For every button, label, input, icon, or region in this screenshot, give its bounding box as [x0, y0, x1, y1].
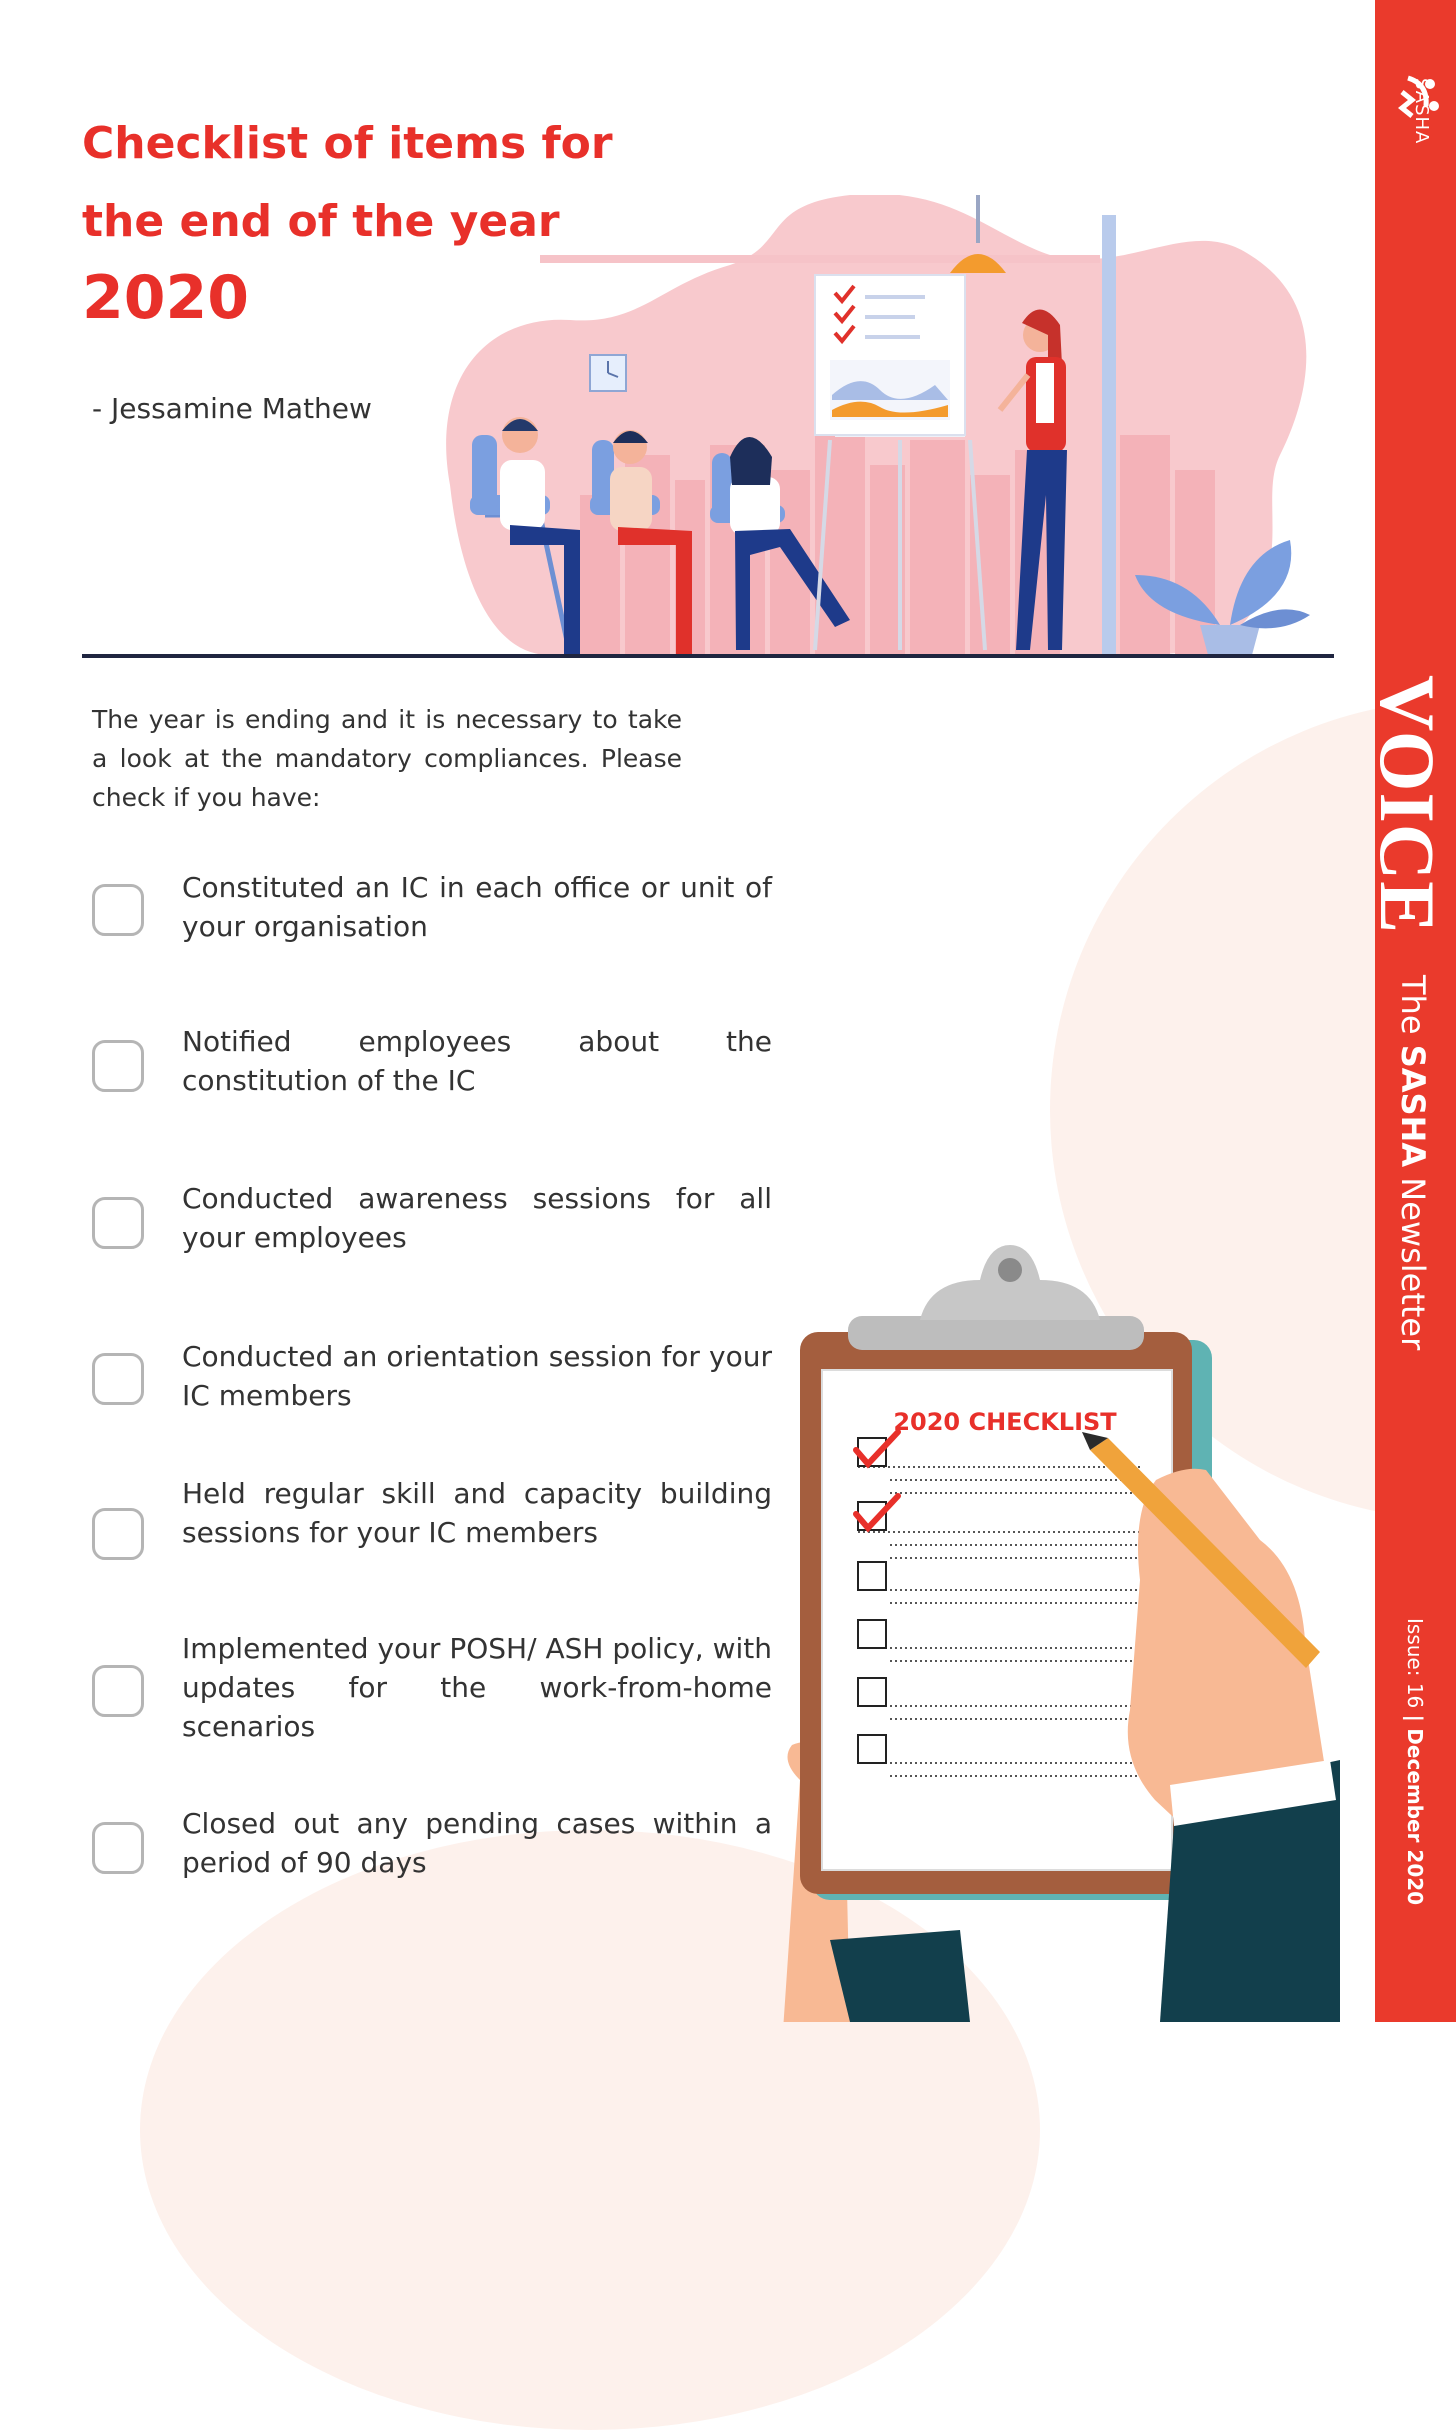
author-byline: - Jessamine Mathew — [92, 392, 372, 425]
clipboard-checkbox — [858, 1620, 886, 1648]
issue-label: Issue: 16 — [1403, 1618, 1427, 1709]
left-sleeve — [830, 1930, 970, 2022]
checklist-item-text: Implemented your POSH/ ASH policy, with updates for the work-from-home scenarios — [182, 1632, 772, 1743]
title-year: 2020 — [82, 263, 249, 333]
window-frame — [540, 255, 1100, 263]
checkbox[interactable] — [92, 884, 144, 936]
divider-line — [82, 654, 1334, 658]
window-pillar — [1102, 215, 1116, 655]
clipboard-checkbox — [858, 1735, 886, 1763]
checklist-item-text: Held regular skill and capacity building sessions for your IC members — [182, 1477, 772, 1549]
issue-separator: | — [1403, 1714, 1427, 1722]
clipboard-checkbox — [858, 1678, 886, 1706]
intro-paragraph: The year is ending and it is necessary to take a look at the mandatory compliances. Please check if you have: — [92, 705, 682, 812]
issue-info — [1403, 1618, 1427, 1905]
checklist-item-text: Notified employees about the constitution of the IC — [182, 1025, 772, 1097]
checkbox[interactable] — [92, 1353, 144, 1405]
tagline-prefix: The — [1394, 975, 1432, 1035]
clipboard-title: 2020 CHECKLIST — [893, 1408, 1117, 1436]
checkbox[interactable] — [92, 1822, 144, 1874]
clipboard-clip — [848, 1245, 1144, 1350]
newsletter-tagline — [1394, 975, 1432, 1350]
title-line-2: the end of the year — [82, 196, 560, 247]
checkbox[interactable] — [92, 1508, 144, 1560]
meeting-illustration — [430, 195, 1335, 665]
title-line-1: Checklist of items for — [82, 118, 613, 169]
clock-icon — [590, 355, 626, 391]
checkbox[interactable] — [92, 1197, 144, 1249]
checkbox[interactable] — [92, 1040, 144, 1092]
checklist-item-text: Closed out any pending cases within a period of 90 days — [182, 1807, 772, 1879]
tagline-brand: SASHA — [1394, 1044, 1432, 1168]
clipboard-checkbox — [858, 1562, 886, 1590]
checklist-item-text: Conducted awareness sessions for all your employees — [182, 1182, 772, 1254]
clipboard-illustration — [760, 1240, 1340, 2022]
newsletter-name: VOICE — [1364, 675, 1451, 935]
tagline-suffix: Newsletter — [1394, 1177, 1432, 1351]
checkbox[interactable] — [92, 1665, 144, 1717]
checklist-item-text: Conducted an orientation session for your IC members — [182, 1340, 772, 1412]
brand-name: SASHA — [1411, 78, 1432, 145]
checklist-item-text: Constituted an IC in each office or unit of your organisation — [182, 871, 772, 943]
issue-date: December 2020 — [1403, 1728, 1427, 1906]
